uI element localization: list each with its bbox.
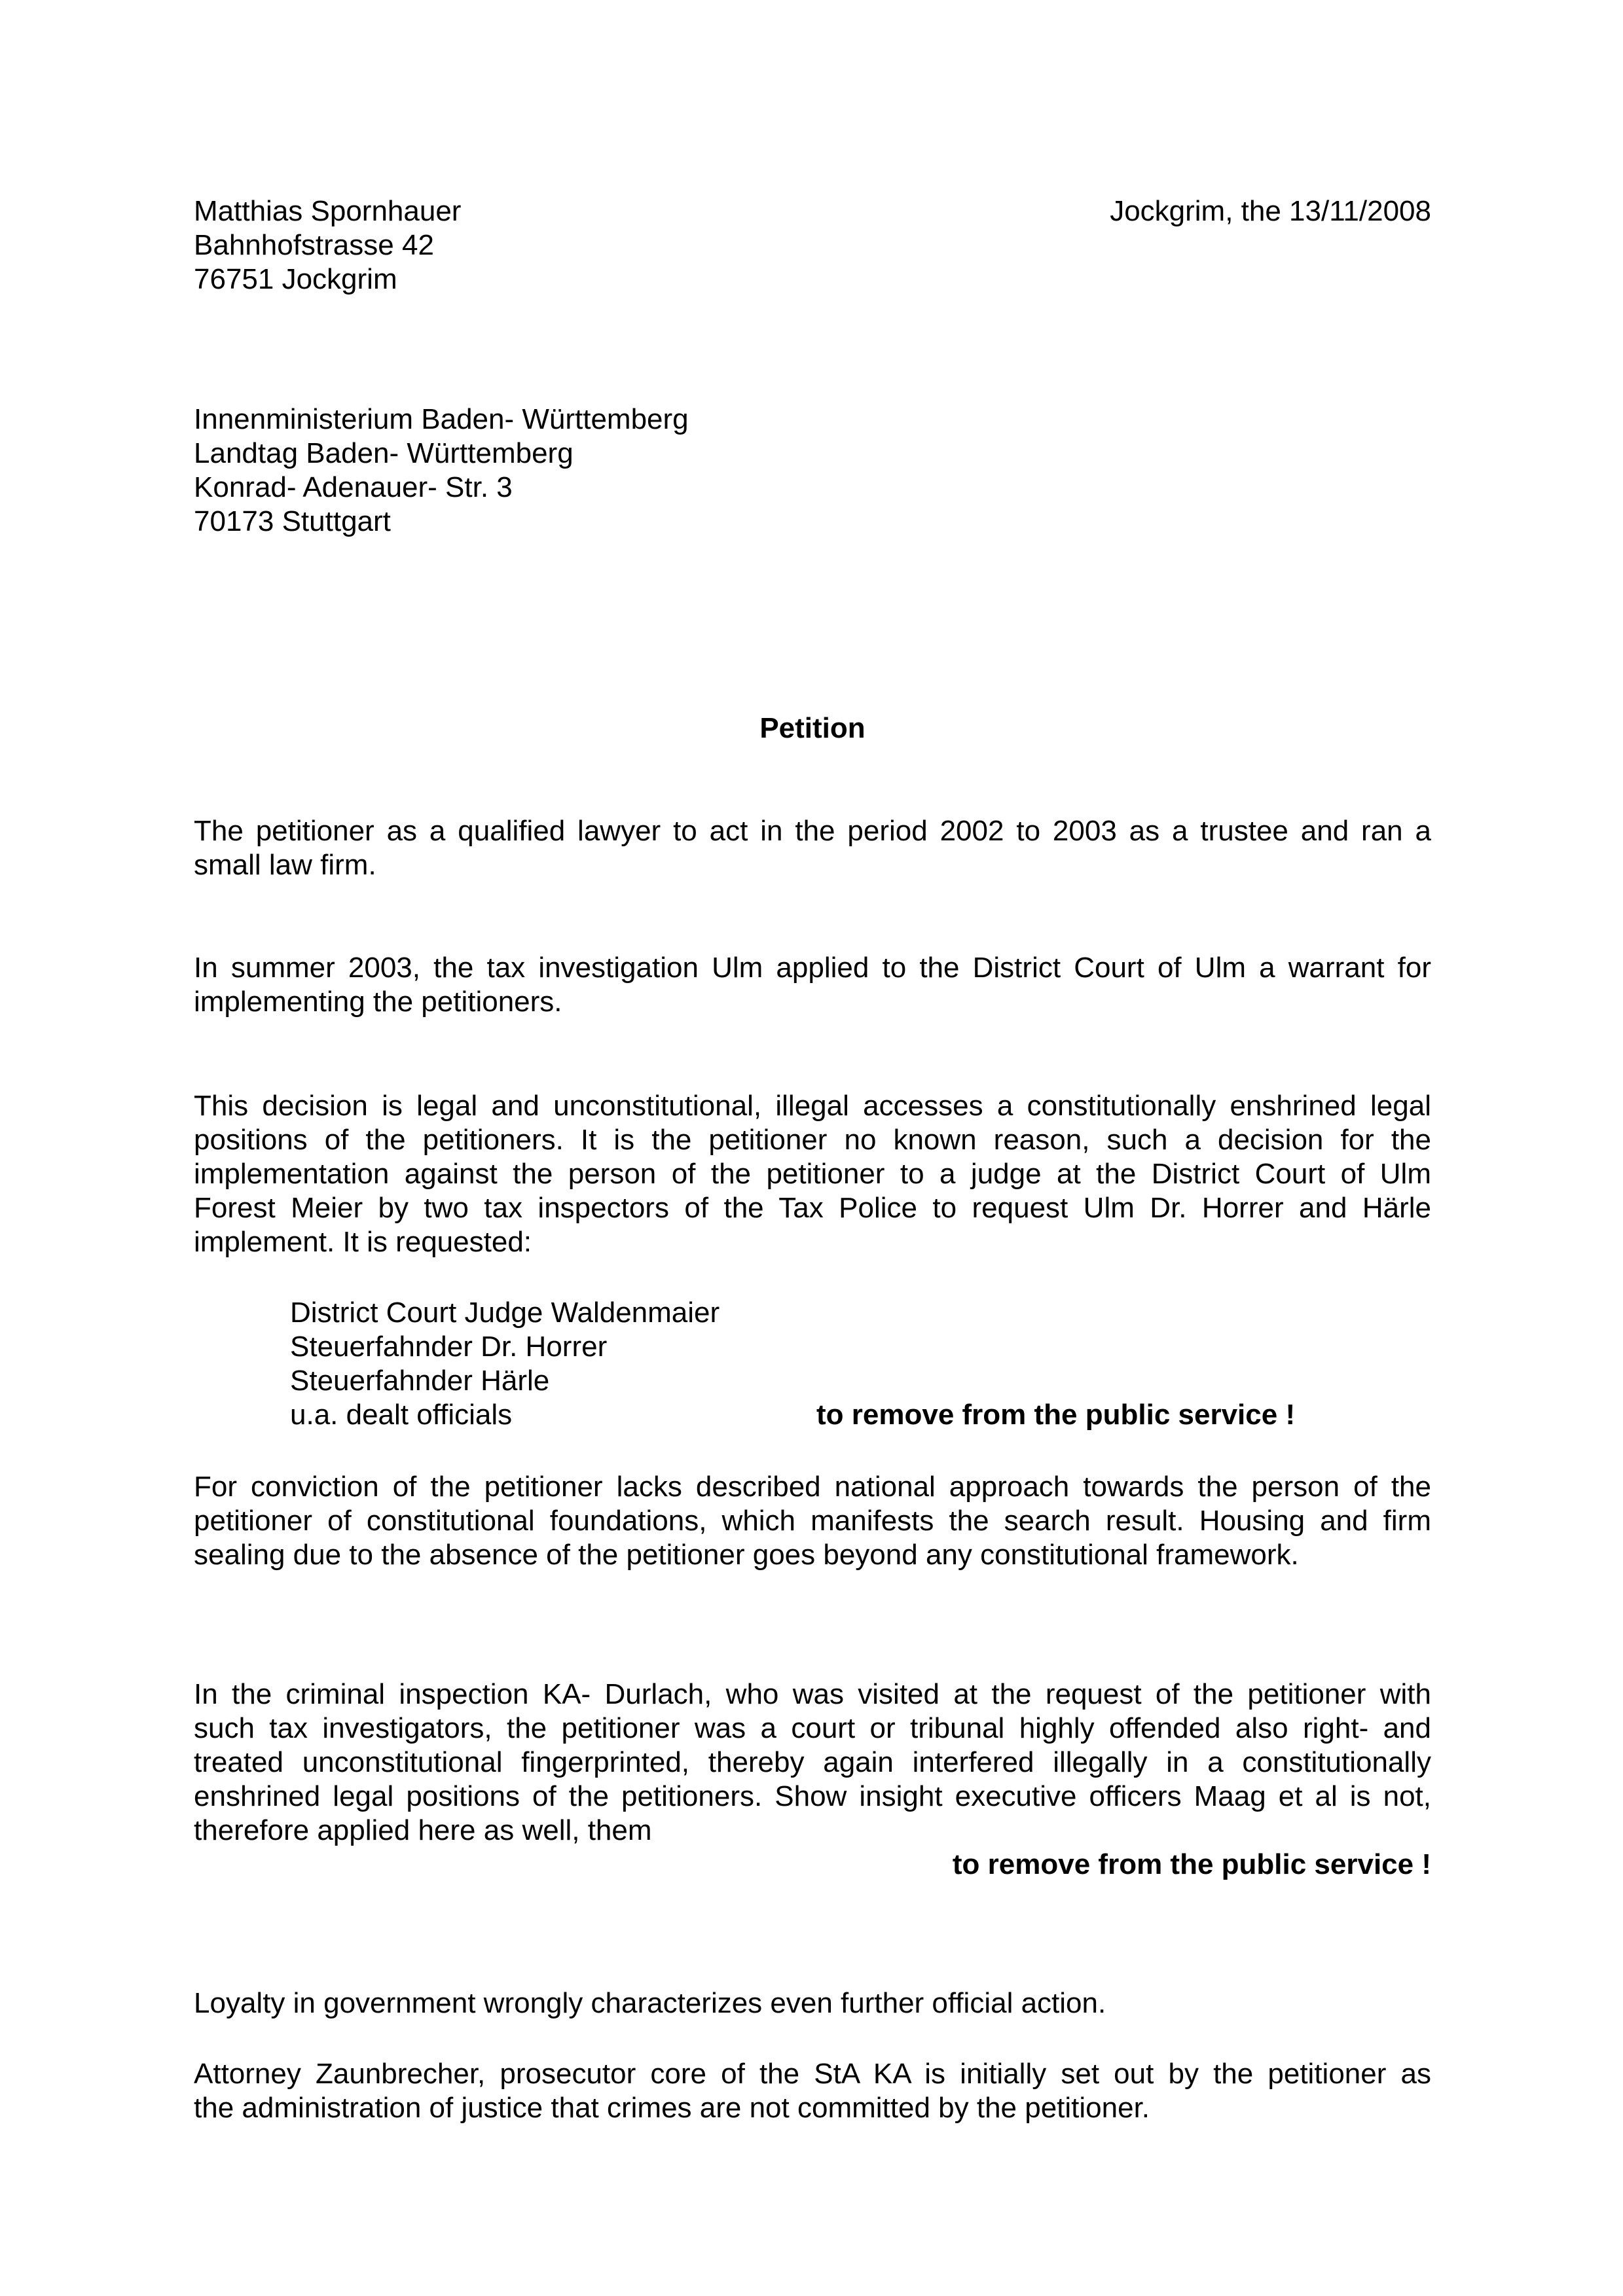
document-title: Petition xyxy=(759,712,866,744)
paragraph-2 xyxy=(194,951,1431,1019)
paragraph-7 xyxy=(194,2057,1431,2125)
sender-address xyxy=(194,194,783,296)
paragraph-line: The petitioner as a qualified lawyer to act in the period 2002 to 2003 as a trustee and ran a xyxy=(194,815,1431,847)
paragraph-line: treated unconstitutional fingerprinted, thereby again interfered illegally in a constitutionally xyxy=(194,1746,1431,1778)
recipient-line-4: 70173 Stuttgart xyxy=(194,505,391,537)
paragraph-line: small law firm. xyxy=(194,849,376,881)
list-item: Steuerfahnder Härle xyxy=(290,1365,550,1397)
paragraph-1 xyxy=(194,814,1431,882)
paragraph-line: This decision is legal and unconstitutional, illegal accesses a constitutionally enshrined legal xyxy=(194,1090,1431,1122)
paragraph-line: Forest Meier by two tax inspectors of the Tax Police to request Ulm Dr. Horrer and Härle xyxy=(194,1192,1431,1224)
paragraph-line: positions of the petitioners. It is the petitioner no known reason, such a decision for the xyxy=(194,1124,1431,1156)
paragraph-line: implement. It is requested: xyxy=(194,1226,532,1258)
demand-statement-1: to remove from the public service ! xyxy=(816,1399,1296,1431)
paragraph-line: For conviction of the petitioner lacks described national approach towards the person of the xyxy=(194,1471,1431,1503)
list-item: Steuerfahnder Dr. Horrer xyxy=(290,1331,608,1363)
list-item: u.a. dealt officials xyxy=(290,1399,513,1431)
sender-street: Bahnhofstrasse 42 xyxy=(194,229,434,261)
paragraph-line: Attorney Zaunbrecher, prosecutor core of the StA KA is initially set out by the petitioner as xyxy=(194,2058,1431,2090)
paragraph-line: petitioner of constitutional foundations, which manifests the search result. Housing and firm xyxy=(194,1505,1431,1537)
recipient-line-3: Konrad- Adenauer- Str. 3 xyxy=(194,471,513,503)
paragraph-line: therefore applied here as well, them xyxy=(194,1814,652,1846)
paragraph-4 xyxy=(194,1470,1431,1572)
paragraph-line: sealing due to the absence of the petitioner goes beyond any constitutional framework. xyxy=(194,1539,1299,1571)
paragraph-line: the administration of justice that crimes are not committed by the petitioner. xyxy=(194,2092,1150,2124)
sender-city: 76751 Jockgrim xyxy=(194,263,397,295)
paragraph-line: such tax investigators, the petitioner was a court or tribunal highly offended also right- and xyxy=(194,1712,1431,1744)
paragraph-5 xyxy=(194,1677,1431,1848)
list-item: District Court Judge Waldenmaier xyxy=(290,1297,720,1329)
date-line: Jockgrim, the 13/11/2008 xyxy=(1110,195,1431,227)
paragraph-line: In the criminal inspection KA- Durlach, who was visited at the request of the petitioner with xyxy=(194,1678,1431,1710)
paragraph-6 xyxy=(194,1986,1431,2020)
requested-list xyxy=(290,1296,814,1432)
recipient-line-2: Landtag Baden- Württemberg xyxy=(194,437,574,469)
paragraph-3 xyxy=(194,1089,1431,1259)
demand-statement-2: to remove from the public service ! xyxy=(952,1848,1431,1880)
paragraph-line: Loyalty in government wrongly characterizes even further official action. xyxy=(194,1987,1106,2019)
recipient-address xyxy=(194,403,979,539)
paragraph-line: enshrined legal positions of the petitioners. Show insight executive officers Maag et al is not, xyxy=(194,1780,1431,1812)
recipient-line-1: Innenministerium Baden- Württemberg xyxy=(194,403,689,435)
paragraph-line: In summer 2003, the tax investigation Ulm applied to the District Court of Ulm a warrant for xyxy=(194,952,1431,984)
sender-name: Matthias Spornhauer xyxy=(194,195,462,227)
paragraph-line: implementing the petitioners. xyxy=(194,986,562,1018)
paragraph-line: implementation against the person of the petitioner to a judge at the District Court of Ulm xyxy=(194,1158,1431,1190)
